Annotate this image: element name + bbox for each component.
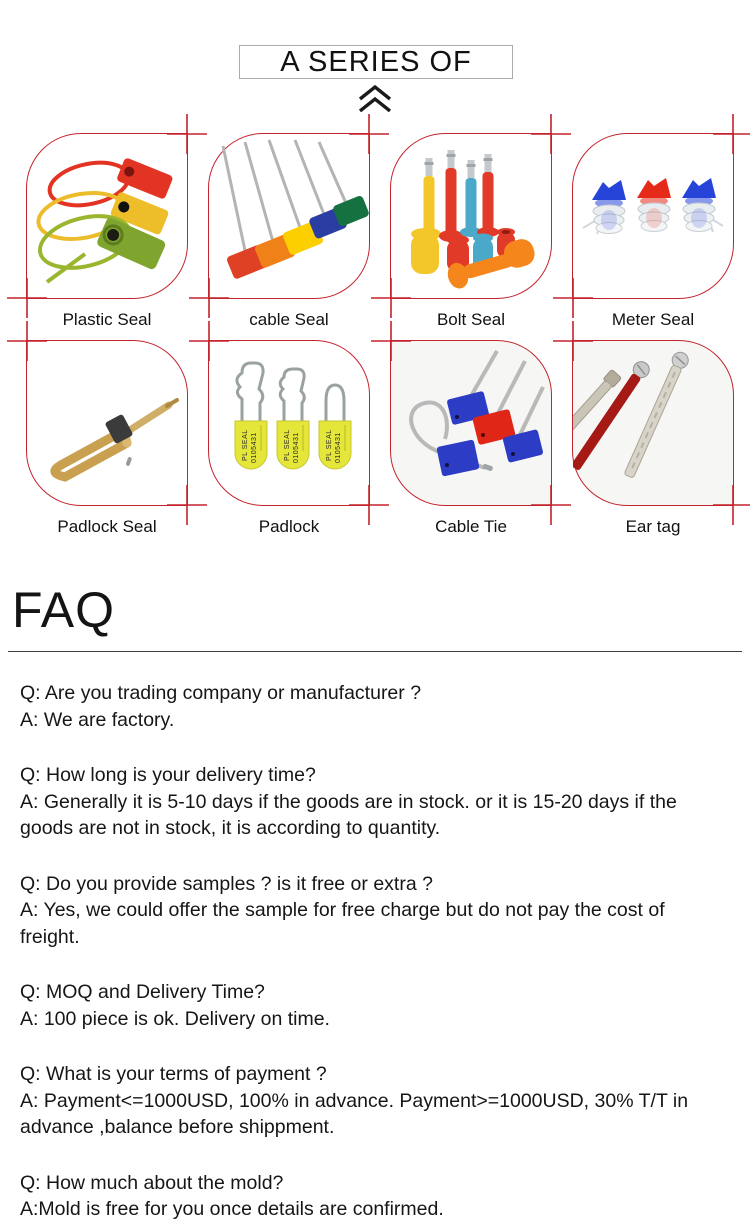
- meter-seal-image: [573, 134, 733, 298]
- product-frame: [390, 133, 552, 299]
- faq-answer: A: Payment<=1000USD, 100% in advance. Payment>=1000USD, 30% T/T in advance ,balance before shippment.: [20, 1089, 689, 1138]
- product-cell: [390, 340, 552, 547]
- svg-text:PL SEAL: PL SEAL: [326, 429, 333, 461]
- faq-answer: A: We are factory.: [20, 708, 175, 731]
- product-cell: [572, 340, 734, 547]
- svg-text:PL SEAL: PL SEAL: [284, 429, 291, 461]
- product-frame: [572, 133, 734, 299]
- faq-question: Q: MOQ and Delivery Time?: [20, 981, 265, 1003]
- cable-tie-image: [391, 341, 551, 505]
- faq-answer: A: 100 piece is ok. Delivery on time.: [20, 1007, 330, 1030]
- faq-body: [20, 680, 714, 1223]
- product-label: Meter Seal: [611, 309, 695, 329]
- product-cell: [208, 340, 370, 547]
- double-chevron-up-icon: [356, 84, 394, 112]
- product-label: cable Seal: [249, 309, 329, 329]
- product-frame: [208, 340, 370, 506]
- faq-question: Q: How much about the mold?: [20, 1171, 284, 1194]
- faq-heading: FAQ: [12, 582, 116, 638]
- faq-item: [20, 1170, 714, 1223]
- faq-answer: A: Generally it is 5-10 days if the goods are in stock. or it is 15-20 days if the goods are not in stock, it is according to quantity.: [20, 790, 677, 839]
- svg-text:PL SEAL: PL SEAL: [242, 429, 249, 461]
- padlock-image: [209, 341, 369, 505]
- product-label: Ear tag: [625, 516, 681, 536]
- product-label: Bolt Seal: [436, 309, 506, 329]
- product-cell: [208, 133, 370, 340]
- faq-question: Q: Do you provide samples ? is it free or extra ?: [20, 872, 433, 895]
- faq-question: Q: What is your terms of payment ?: [20, 1063, 327, 1085]
- ear-tag-image: [573, 341, 733, 505]
- product-frame: [26, 340, 188, 506]
- svg-text:0105431: 0105431: [293, 432, 300, 463]
- faq-answer: A: Yes, we could offer the sample for free charge but do not pay the cost of freight.: [20, 899, 665, 948]
- cable-seal-image: [209, 134, 369, 298]
- product-cell: [390, 133, 552, 340]
- product-cell: [572, 133, 734, 340]
- plastic-seal-image: [27, 134, 187, 298]
- product-frame: [572, 340, 734, 506]
- product-label: Cable Tie: [435, 516, 507, 536]
- product-label: Padlock Seal: [57, 516, 157, 536]
- faq-item: [20, 1061, 714, 1141]
- series-title: A SERIES OF: [280, 45, 472, 78]
- faq-section: [0, 563, 750, 1223]
- padlock-seal-image: [27, 341, 187, 505]
- svg-text:0105431: 0105431: [251, 432, 258, 463]
- product-label: Padlock: [258, 516, 320, 536]
- faq-item: [20, 680, 714, 733]
- faq-item: [20, 979, 714, 1032]
- faq-question: Q: Are you trading company or manufacturer ?: [20, 682, 422, 704]
- faq-question: Q: How long is your delivery time?: [20, 764, 316, 786]
- product-frame: [390, 340, 552, 506]
- product-frame: [26, 133, 188, 299]
- product-grid: [26, 133, 734, 547]
- product-cell: [26, 133, 188, 340]
- product-frame: [208, 133, 370, 299]
- bolt-seal-image: [391, 134, 551, 298]
- product-cell: [26, 340, 188, 547]
- faq-answer: A:Mold is free for you once details are confirmed.: [20, 1198, 444, 1220]
- faq-item: [20, 762, 714, 842]
- product-label: Plastic Seal: [62, 309, 152, 329]
- svg-text:0105431: 0105431: [335, 432, 342, 463]
- faq-item: [20, 871, 714, 951]
- faq-divider: [8, 651, 742, 652]
- series-title-box: [239, 45, 513, 79]
